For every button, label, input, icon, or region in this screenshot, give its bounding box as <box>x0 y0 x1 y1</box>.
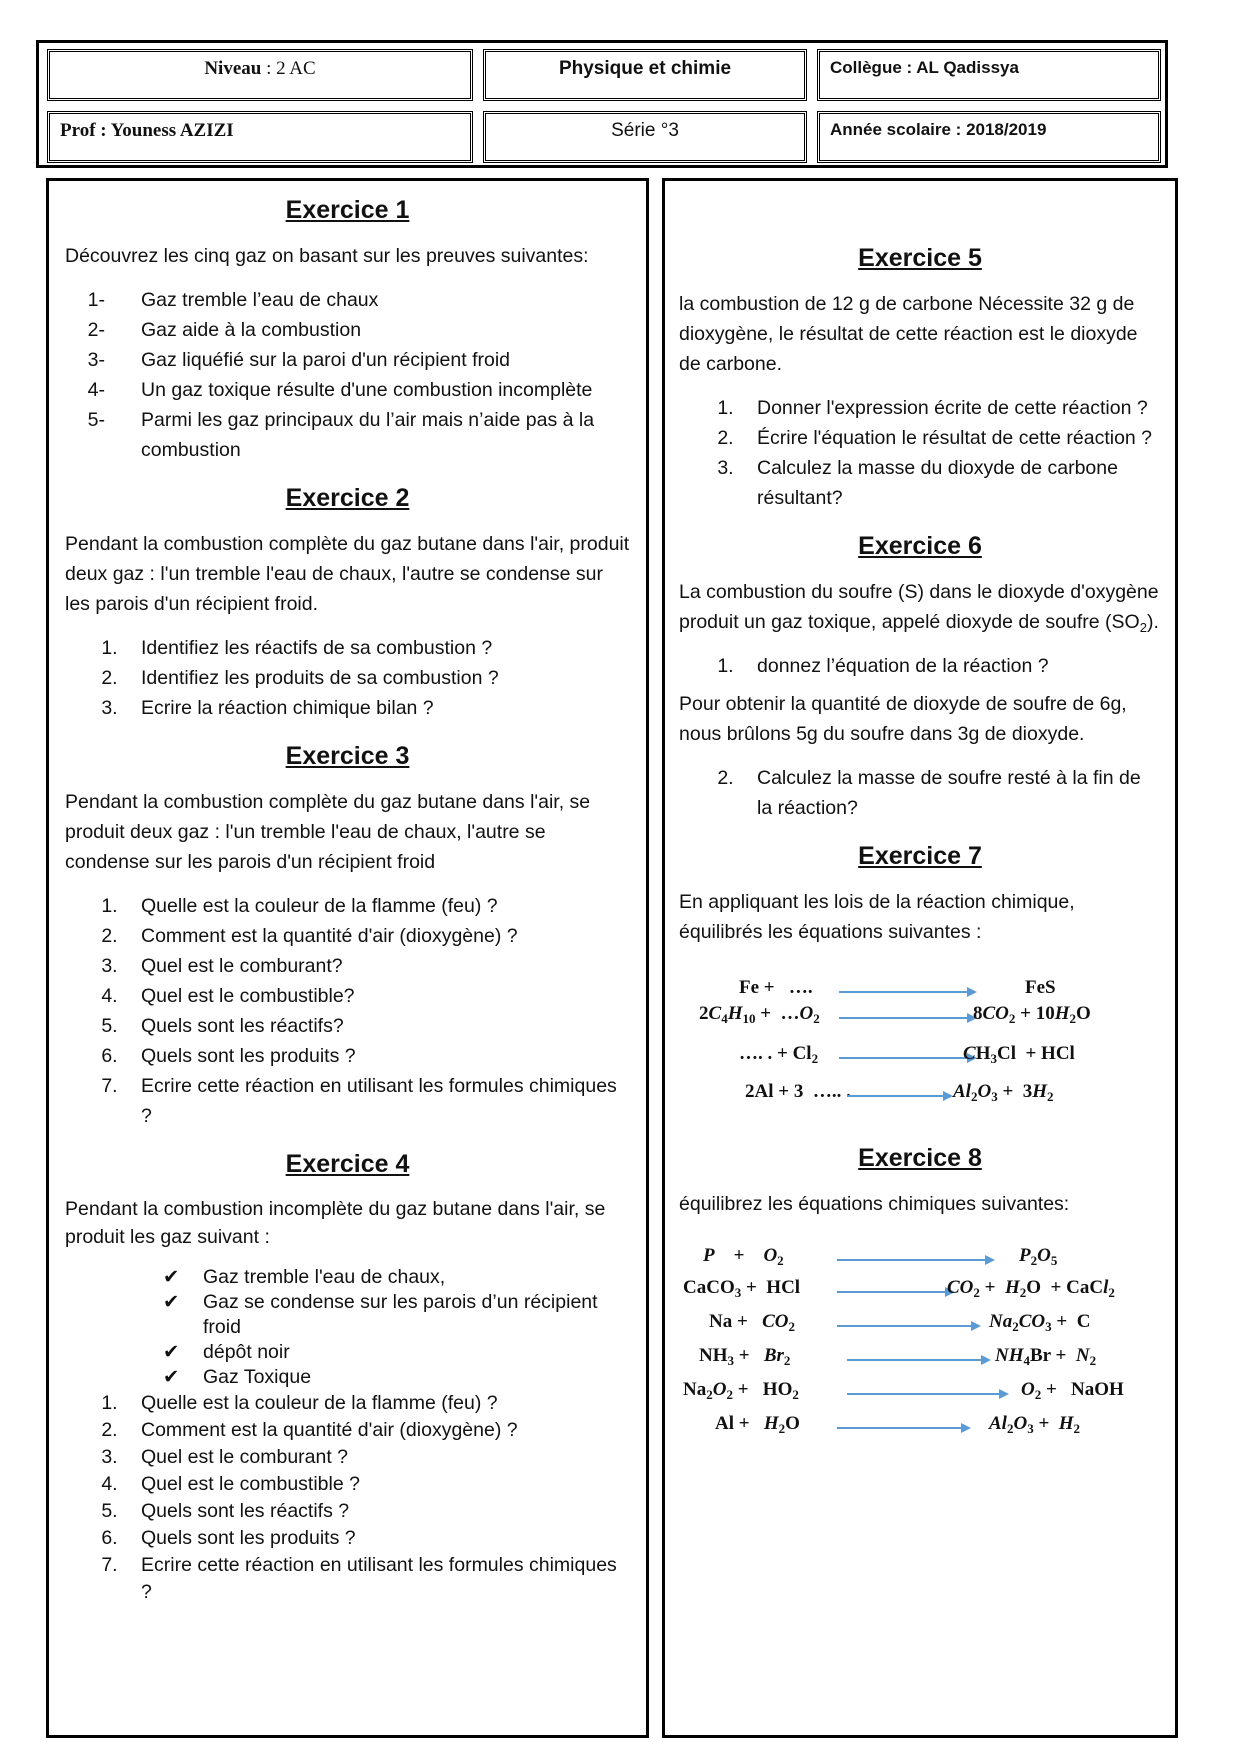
list-item: 1. Quelle est la couleur de la flamme (feu) ? <box>123 891 630 921</box>
exercise-3-title: Exercice 3 <box>285 742 410 770</box>
exercise-6-intro: La combustion du soufre (S) dans le dioxyde d'oxygène produit un gaz toxique, appelé dioxyde de soufre $(SO_2)$. <box>679 581 1159 635</box>
check-icon: ✔ <box>163 1341 180 1363</box>
school-cell: Collègue : AL Qadissya <box>817 49 1161 101</box>
arrow-icon <box>837 1321 983 1331</box>
list-item: 1. Quelle est la couleur de la flamme (feu) ? <box>123 1390 630 1417</box>
equation-rhs: $O_2$ + NaOH <box>1021 1379 1124 1402</box>
arrow-icon <box>847 1355 993 1365</box>
level-label: Niveau <box>204 58 262 79</box>
check-icon: ✔ <box>163 1291 180 1313</box>
list-item: 3. Calculez la masse du dioxyde de carbone résultant? <box>739 453 1161 513</box>
arrow-icon <box>839 1053 979 1063</box>
header-table <box>36 40 1168 168</box>
equation-lhs: …. . + $Cl_2$ <box>739 1043 819 1066</box>
list-item: 4- Un gaz toxique résulte d'une combustion incomplète <box>87 379 593 401</box>
subject-cell: Physique et chimie <box>483 49 807 101</box>
exercise-1-list <box>65 285 630 465</box>
list-item: 6. Quels sont les produits ? <box>123 1041 630 1071</box>
arrow-icon <box>847 1389 1011 1399</box>
list-item: 5. Quels sont les réactifs? <box>123 1011 630 1041</box>
equation-rhs: $Al_2O_3 + H_2$ <box>989 1413 1081 1436</box>
exercise-4-list <box>65 1390 630 1606</box>
list-item: 1- Gaz tremble l’eau de chaux <box>87 289 379 311</box>
list-item: 3. Quel est le comburant ? <box>123 1444 630 1471</box>
exercise-7-equations <box>679 961 1161 1111</box>
list-item: 5- Parmi les gaz principaux du l’air mais n’aide pas à la combustion <box>87 409 595 461</box>
check-icon: ✔ <box>163 1366 180 1388</box>
list-item: 1. Identifiez les réactifs de sa combustion ? <box>123 633 630 663</box>
exercise-6-question-1 <box>679 651 1161 681</box>
equation-lhs: $2C_4H_{10}$ + $\dots O_2$ <box>699 1003 820 1026</box>
list-item: 3. Quel est le comburant? <box>123 951 630 981</box>
exercise-6-question-2 <box>679 763 1161 823</box>
level-value: : 2 AC <box>261 58 316 79</box>
list-item: 2. Calculez la masse de soufre resté à la fin de la réaction? <box>739 763 1161 823</box>
list-item: 2- Gaz aide à la combustion <box>87 319 362 341</box>
exercise-2-title: Exercice 2 <box>285 484 410 512</box>
exercise-7-intro: En appliquant les lois de la réaction chimique, équilibrés les équations suivantes : <box>679 891 1075 943</box>
equation-lhs: CaCO$_3$ + HCl <box>683 1277 801 1300</box>
list-item: 2. Écrire l'équation le résultat de cette réaction ? <box>739 423 1161 453</box>
equation-rhs: FeS <box>1025 977 1056 998</box>
equation-rhs: $Al_2O_3 + 3H_2$ <box>953 1081 1054 1104</box>
check-item: ✔ Gaz tremble l'eau de chaux, <box>163 1266 446 1288</box>
exercise-4-title: Exercice 4 <box>285 1150 410 1178</box>
right-column <box>662 178 1178 1738</box>
exercise-2-list <box>65 633 630 723</box>
check-item: ✔ Gaz Toxique <box>163 1366 312 1388</box>
exercise-5-intro: la combustion de 12 g de carbone Nécessite 32 g de dioxygène, le résultat de cette réaction est le dioxyde de carbone. <box>679 293 1138 375</box>
exercise-8-equations <box>679 1233 1161 1453</box>
check-icon: ✔ <box>163 1266 180 1288</box>
exercise-3-list <box>65 891 630 1131</box>
list-item: 4. Quel est le combustible? <box>123 981 630 1011</box>
arrow-icon <box>837 1255 997 1265</box>
list-item: 3- Gaz liquéfié sur la paroi d'un récipient froid <box>87 349 511 371</box>
equation-rhs: $NH_4Br + N_2$ <box>995 1345 1097 1368</box>
arrow-icon <box>839 1013 979 1023</box>
exercise-4-intro: Pendant la combustion incomplète du gaz butane dans l'air, se produit les gaz suivant : <box>65 1198 606 1248</box>
list-item: 7. Ecrire cette réaction en utilisant les formules chimiques ? <box>123 1071 630 1131</box>
exercise-2-intro: Pendant la combustion complète du gaz butane dans l'air, produit deux gaz : l'un tremble l'eau de chaux, l'autre se condense sur les parois d'un récipient froid. <box>65 533 630 615</box>
exercise-6-middle: Pour obtenir la quantité de dioxyde de soufre de 6g, nous brûlons 5g du soufre dans 3g de dioxyde. <box>679 693 1127 745</box>
exercise-5-title: Exercice 5 <box>858 244 982 272</box>
school-year-value: 2018/2019 <box>966 120 1047 139</box>
exercise-1-title: Exercice 1 <box>285 196 410 224</box>
check-item: ✔ dépôt noir <box>163 1341 290 1363</box>
exercise-5-list <box>679 393 1161 513</box>
list-item: 5. Quels sont les réactifs ? <box>123 1498 630 1525</box>
equation-lhs: P + $O_2$ <box>703 1245 784 1268</box>
list-item: 6. Quels sont les produits ? <box>123 1525 630 1552</box>
arrow-icon <box>837 1287 957 1297</box>
exercise-1-intro: Découvrez les cinq gaz on basant sur les preuves suivantes: <box>65 245 589 267</box>
school-year-cell <box>817 111 1161 163</box>
arrow-icon <box>837 1423 973 1433</box>
equation-rhs: $8CO_2 + 10H_2O$ <box>973 1003 1091 1026</box>
equation-lhs: $Na_2O_2 + HO_2$ <box>683 1379 799 1402</box>
arrow-icon <box>847 1091 957 1101</box>
series-cell: Série °3 <box>483 111 807 163</box>
equation-lhs: 2Al + 3 ….. . <box>745 1081 851 1102</box>
exercise-6-title: Exercice 6 <box>858 532 982 560</box>
exercise-8-intro: équilibrez les équations chimiques suivantes: <box>679 1193 1070 1215</box>
list-item: 4. Quel est le combustible ? <box>123 1471 630 1498</box>
arrow-icon <box>839 987 979 997</box>
list-item: 1. Donner l'expression écrite de cette réaction ? <box>739 393 1161 423</box>
equation-lhs: $Al + H_2O$ <box>715 1413 800 1436</box>
exercise-8-title: Exercice 8 <box>858 1144 982 1172</box>
list-item: 1. donnez l’équation de la réaction ? <box>739 651 1161 681</box>
list-item: 2. Comment est la quantité d'air (dioxygène) ? <box>123 921 630 951</box>
exercise-4-checklist <box>65 1265 630 1390</box>
equation-rhs: $CH_3Cl$ + HCl <box>963 1043 1075 1066</box>
equation-rhs: $CO_2 + H_2O$ + CaCl$_2$ <box>947 1277 1115 1300</box>
list-item: 7. Ecrire cette réaction en utilisant les formules chimiques ? <box>123 1552 630 1606</box>
list-item: 3. Ecrire la réaction chimique bilan ? <box>123 693 630 723</box>
equation-lhs: Fe + …. <box>739 977 813 998</box>
exercise-7-title: Exercice 7 <box>858 842 982 870</box>
list-item: 2. Comment est la quantité d'air (dioxygène) ? <box>123 1417 630 1444</box>
check-item: ✔ Gaz se condense sur les parois d’un récipient froid <box>163 1291 598 1338</box>
level-cell <box>47 49 473 101</box>
list-item: 2. Identifiez les produits de sa combustion ? <box>123 663 630 693</box>
equation-lhs: $Na + CO_2$ <box>709 1311 795 1334</box>
equation-rhs: $Na_2CO_3 + C$ <box>989 1311 1091 1334</box>
equation-lhs: $NH_3 + Br_2$ <box>699 1345 791 1368</box>
left-column <box>46 178 649 1738</box>
teacher-cell: Prof : Youness AZIZI <box>47 111 473 163</box>
school-year-label: Année scolaire : <box>830 120 967 139</box>
exercise-3-intro: Pendant la combustion complète du gaz butane dans l'air, se produit deux gaz : l'un tremble l'eau de chaux, l'autre se condense sur les parois d'un récipient froid <box>65 791 591 873</box>
equation-rhs: $P_2O_5$ <box>1019 1245 1058 1268</box>
